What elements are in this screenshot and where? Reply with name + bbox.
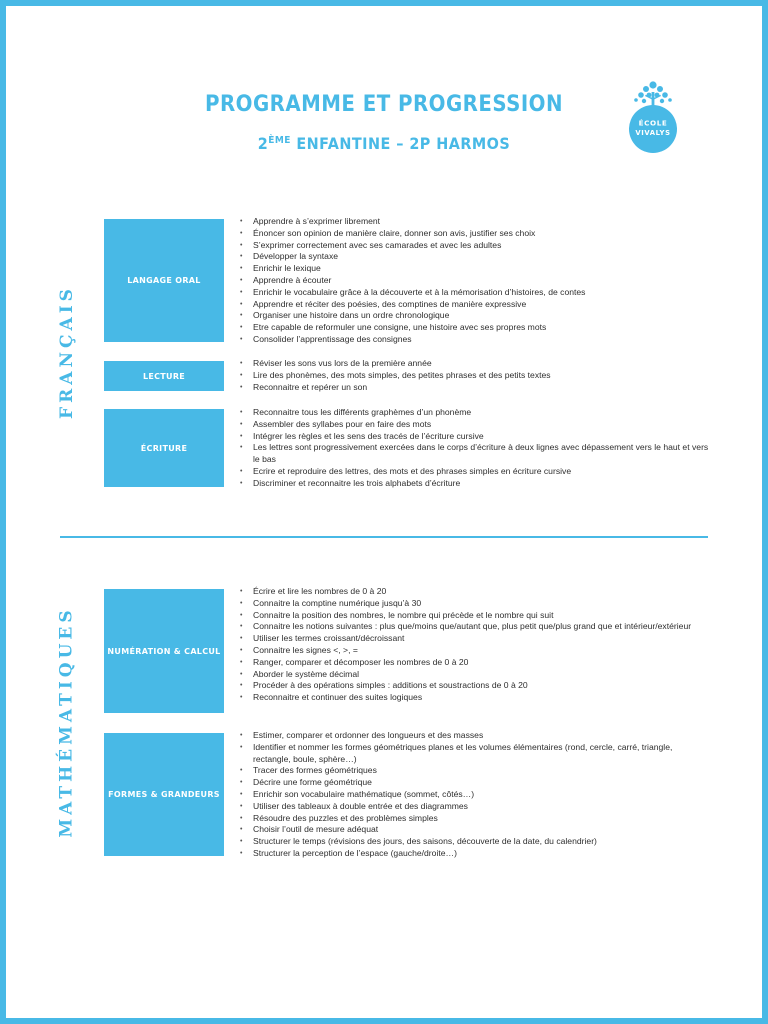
list-item: • Utiliser des tableaux à double entrée et des diagrammes — [240, 801, 710, 813]
category-formes-grandeurs: FORMES & GRANDEURS — [104, 733, 224, 856]
list-item: • Etre capable de reformuler une consigne, une histoire avec ses propres mots — [240, 322, 710, 334]
page-title: PROGRAMME ET PROGRESSION — [204, 92, 563, 117]
logo-line2: VIVALYS — [635, 129, 671, 137]
list-item: • Structurer la perception de l’espace (gauche/droite…) — [240, 848, 710, 860]
section-divider — [60, 536, 708, 538]
list-item: • Aborder le système décimal — [240, 669, 710, 681]
list-item: • Assembler des syllabes pour en faire des mots — [240, 419, 710, 431]
list-item: • Écrire et lire les nombres de 0 à 20 — [240, 586, 710, 598]
list-item: • Choisir l’outil de mesure adéquat — [240, 824, 710, 836]
list-item: • Ecrire et reproduire des lettres, des mots et des phrases simples en écriture cursive — [240, 466, 710, 478]
school-logo — [627, 78, 679, 154]
list-item: • Estimer, comparer et ordonner des longueurs et des masses — [240, 730, 710, 742]
list-item: • Réviser les sons vus lors de la première année — [240, 358, 710, 370]
list-item: • Lire des phonèmes, des mots simples, des petites phrases et des petits textes — [240, 370, 710, 382]
list-lecture — [240, 358, 710, 393]
list-item: • Utiliser les termes croissant/décroissant — [240, 633, 710, 645]
list-item: • Tracer des formes géométriques — [240, 765, 710, 777]
list-item: • Apprendre et réciter des poésies, des comptines de manière expressive — [240, 299, 710, 311]
list-item: • Reconnaitre et continuer des suites logiques — [240, 692, 710, 704]
list-item: • Reconnaitre tous les différents graphèmes d’un phonème — [240, 407, 710, 419]
category-ecriture: ÉCRITURE — [104, 409, 224, 487]
list-item: • Apprendre à écouter — [240, 275, 710, 287]
list-item: • Enrichir le vocabulaire grâce à la découverte et à la mémorisation d’histoires, de contes — [240, 287, 710, 299]
list-item: • Décrire une forme géométrique — [240, 777, 710, 789]
list-item: • Discriminer et reconnaitre les trois alphabets d’écriture — [240, 478, 710, 490]
list-item: • Procéder à des opérations simples : additions et soustractions de 0 à 20 — [240, 680, 710, 692]
subject-label-francais: FRANÇAIS — [57, 285, 78, 419]
list-ecriture — [240, 407, 710, 490]
list-item: • Reconnaitre et repérer un son — [240, 382, 710, 394]
list-item: • Enrichir son vocabulaire mathématique (sommet, côtés…) — [240, 789, 710, 801]
category-langage-oral: LANGAGE ORAL — [104, 219, 224, 342]
list-item: • Structurer le temps (révisions des jours, des saisons, découverte de la date, du calendrier) — [240, 836, 710, 848]
list-item: • Développer la syntaxe — [240, 251, 710, 263]
list-item: • Connaitre la comptine numérique jusqu’à 30 — [240, 598, 710, 610]
list-item: • Intégrer les règles et les sens des tracés de l’écriture cursive — [240, 431, 710, 443]
category-lecture: LECTURE — [104, 361, 224, 391]
subject-label-mathematiques: MATHÉMATIQUES — [57, 606, 78, 838]
list-item: • Identifier et nommer les formes géométriques planes et les volumes élémentaires (rond, cercle, carré, triangle, rectangle, boule, sphère…) — [240, 742, 710, 766]
list-item: • Apprendre à s’exprimer librement — [240, 216, 710, 228]
list-item: • Organiser une histoire dans un ordre chronologique — [240, 310, 710, 322]
list-item: • Connaitre les signes <, >, = — [240, 645, 710, 657]
list-numeration-calcul — [240, 586, 710, 704]
list-item: • S’exprimer correctement avec ses camarades et avec les adultes — [240, 240, 710, 252]
list-item: • Connaitre la position des nombres, le nombre qui précède et le nombre qui suit — [240, 610, 710, 622]
list-item: • Enrichir le lexique — [240, 263, 710, 275]
list-item: • Résoudre des puzzles et des problèmes simples — [240, 813, 710, 825]
tree-icon — [634, 81, 672, 108]
list-item: • Ranger, comparer et décomposer les nombres de 0 à 20 — [240, 657, 710, 669]
list-item: • Connaitre les notions suivantes : plus que/moins que/autant que, plus petit que/plus grand que et intérieur/extérieur — [240, 621, 710, 633]
list-langage-oral — [240, 216, 710, 346]
list-formes-grandeurs — [240, 730, 710, 860]
list-item: • Énoncer son opinion de manière claire, donner son avis, justifier ses choix — [240, 228, 710, 240]
page-subtitle: 2ÈME ENFANTINE – 2P HARMOS — [257, 134, 511, 153]
list-item: • Consolider l’apprentissage des consignes — [240, 334, 710, 346]
logo-line1: ÉCOLE — [638, 118, 668, 128]
category-numeration-calcul: NUMÉRATION & CALCUL — [104, 589, 224, 713]
list-item: • Les lettres sont progressivement exercées dans le corps d’écriture à deux lignes avec dépassement vers le haut et vers le bas — [240, 442, 710, 466]
